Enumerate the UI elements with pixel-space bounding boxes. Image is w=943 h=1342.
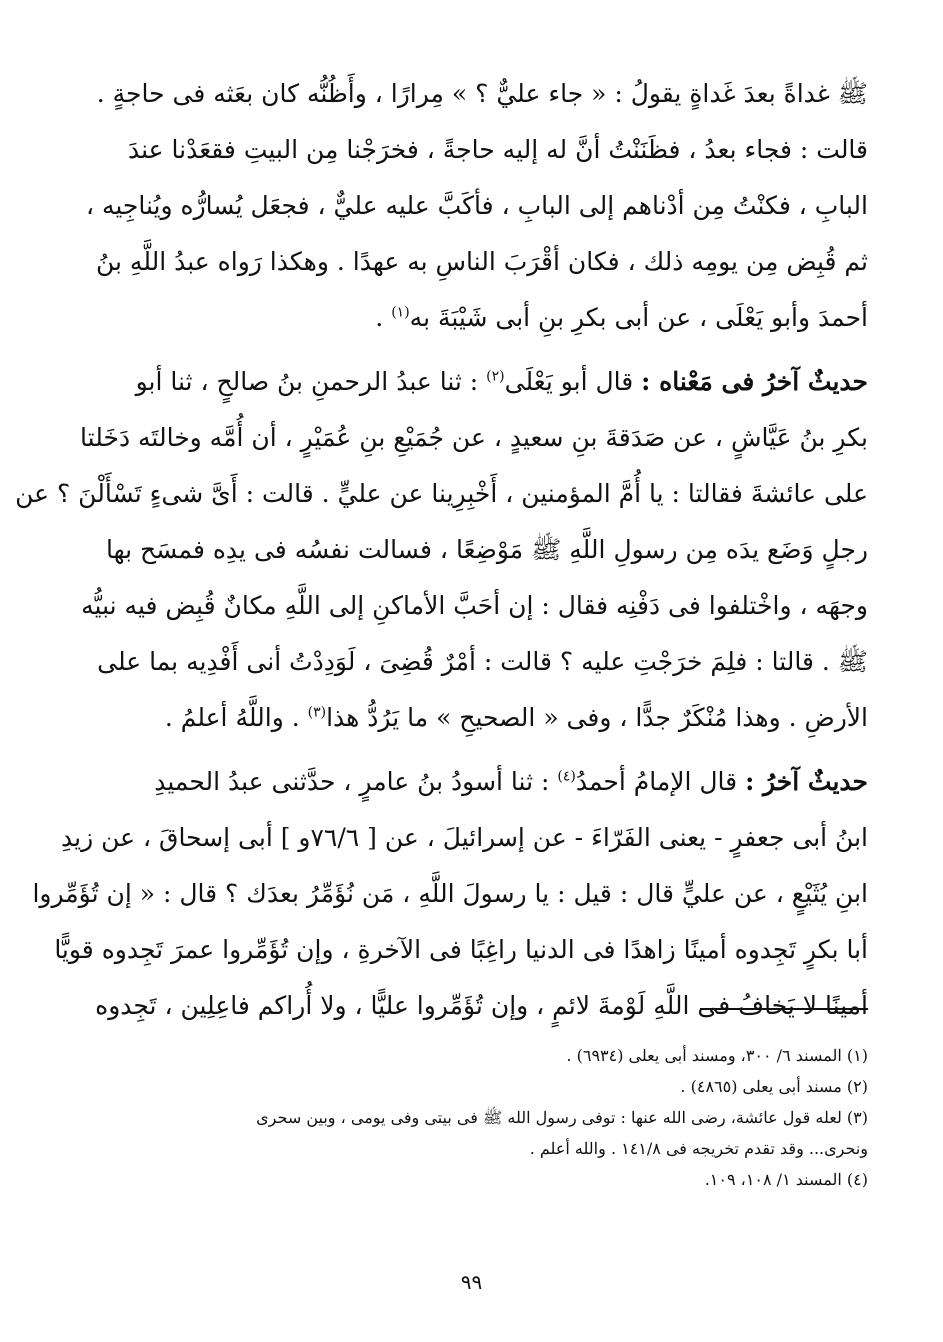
main-text xyxy=(15,66,868,1034)
text-line: ابنُ أبى جعفرٍ - يعنى الفَرّاءَ - عن إسرائيلَ ، عن [ ٧٦/٦و ] أبى إسحاقَ ، عن زيدِ xyxy=(61,823,868,852)
footnote-reference: (٣) xyxy=(307,704,327,721)
text-line: أمينًا لا يَخافُ فى اللَّهِ لَوْمةَ لائمٍ ، وإن تُؤَمِّروا عليًّا ، ولا أُراكم فاعِلِين ، تَجِدوه xyxy=(95,991,868,1020)
paragraph-2 xyxy=(15,354,868,746)
paragraph-1 xyxy=(85,66,868,346)
section-heading: حديثٌ آخرُ فى مَعْناه : xyxy=(641,367,868,396)
footnote: (٢) مسند أبى يعلى (٤٨٦٥) . xyxy=(680,1077,868,1096)
footnote-separator xyxy=(700,1008,868,1010)
text-line: بكرِ بنُ عَيَّاشٍ ، عن صَدَقةَ بنِ سعيدٍ ، عن جُمَيْعِ بنِ عُمَيْرٍ ، أن أُمَّه وخالتَه دَخَلتا xyxy=(80,423,868,452)
text-line: رجلٍ وَضَع يدَه مِن رسولِ اللَّهِ ﷺ مَوْضِعًا ، فسالت نفسُه فى يدِه فمسَح بها xyxy=(106,535,868,564)
text-line xyxy=(148,754,868,810)
text-line: قالت : فجاء بعدُ ، فظَنَنْتُ أنَّ له إليه حاجةً ، فخرَجْنا مِن البيتِ فقعَدْنا عندَ xyxy=(127,135,868,164)
text-line: ابنِ يُثَيْعٍ ، عن عليٍّ قال : قيل : يا رسولَ اللَّهِ ، مَن نُؤَمِّرُ بعدَك ؟ قال : « إن تُؤَمِّروا xyxy=(32,879,868,908)
text-line: ﷺ . قالتا : فلِمَ خرَجْتِ عليه ؟ قالت : أمْرٌ قُضِىَ ، لَوَدِدْتُ أنى أَفْدِيه بما على xyxy=(97,647,868,676)
paragraph-3 xyxy=(32,754,868,1034)
page-number: ٩٩ xyxy=(460,1270,483,1294)
text-line: ثم قُبِض مِن يومِه ذلك ، فكان أقْرَبَ الناسِ به عهدًا . وهكذا رَواه عبدُ اللَّهِ بنُ xyxy=(96,247,868,276)
footnote: ونحرى... وقد تقدم تخريجه فى ١٤١/٨ . والله أعلم . xyxy=(529,1139,868,1158)
text-segment: : ثنا أسودُ بنُ عامرٍ ، حدَّثنى عبدُ الحميدِ xyxy=(154,767,558,796)
text-segment: أحمدَ وأبو يَعْلَى ، عن أبى بكرِ بنِ أبى شَيْبَةَ به xyxy=(409,303,868,332)
text-segment: . xyxy=(375,303,392,332)
text-segment: . واللَّهُ أعلمُ . xyxy=(164,703,308,732)
footnote-reference: (٤) xyxy=(557,768,576,785)
text-segment: قال الإمامُ أحمدُ xyxy=(575,767,746,796)
text-segment: قال أبو يَعْلَى xyxy=(504,367,642,396)
section-heading: حديثٌ آخرُ : xyxy=(745,767,868,796)
text-line xyxy=(135,354,868,410)
text-segment: الأرضِ . وهذا مُنْكَرٌ جدًّا ، وفى « الصحيحِ » ما يَرُدُّ هذا xyxy=(326,703,868,732)
text-line: وجهَه ، واخْتلفوا فى دَفْنِه فقال : إن أحَبَّ الأماكنِ إلى اللَّهِ مكانٌ قُبِض فيه نبيُّه xyxy=(81,591,868,620)
text-line: البابِ ، فكنْتُ مِن أدْناهم إلى البابِ ، فأكَبَّ عليه عليٌّ ، فجعَل يُسارُّه ويُناجِيه ، xyxy=(85,191,868,220)
footnote: (٣) لعله قول عائشة، رضى الله عنها : توفى رسول الله ﷺ فى بيتى وفى يومى ، وبين سحرى xyxy=(256,1108,868,1127)
text-line: على عائشةَ فقالتا : يا أُمَّ المؤمنين ، أَخْبِرِينا عن عليٍّ . قالت : أَىَّ شىءٍ تَسْأَلْنَ ؟ عن xyxy=(15,479,868,508)
footnote: (٤) المسند ١/ ١٠٨، ١٠٩. xyxy=(704,1170,868,1189)
footnotes xyxy=(160,1040,868,1195)
text-line xyxy=(148,690,868,746)
text-line xyxy=(148,290,868,346)
text-line: ﷺ غداةً بعدَ غَداةٍ يقولُ : « جاء عليٌّ ؟ » مِرارًا ، وأَظُنُّه كان بعَثه فى حاجةٍ . xyxy=(96,79,868,108)
text-segment: : ثنا عبدُ الرحمنِ بنُ صالحٍ ، ثنا أبو xyxy=(135,367,487,396)
text-line: أبا بكرٍ تَجِدوه أمينًا زاهدًا فى الدنيا راغِبًا فى الآخرةِ ، وإن تُؤَمِّروا عمرَ تَجِدوه قويًّا xyxy=(54,935,868,964)
footnote-reference: (٢) xyxy=(486,368,505,385)
footnote: (١) المسند ٦/ ٣٠٠، ومسند أبى يعلى (٦٩٣٤) . xyxy=(566,1046,868,1065)
footnote-reference: (١) xyxy=(391,304,410,321)
